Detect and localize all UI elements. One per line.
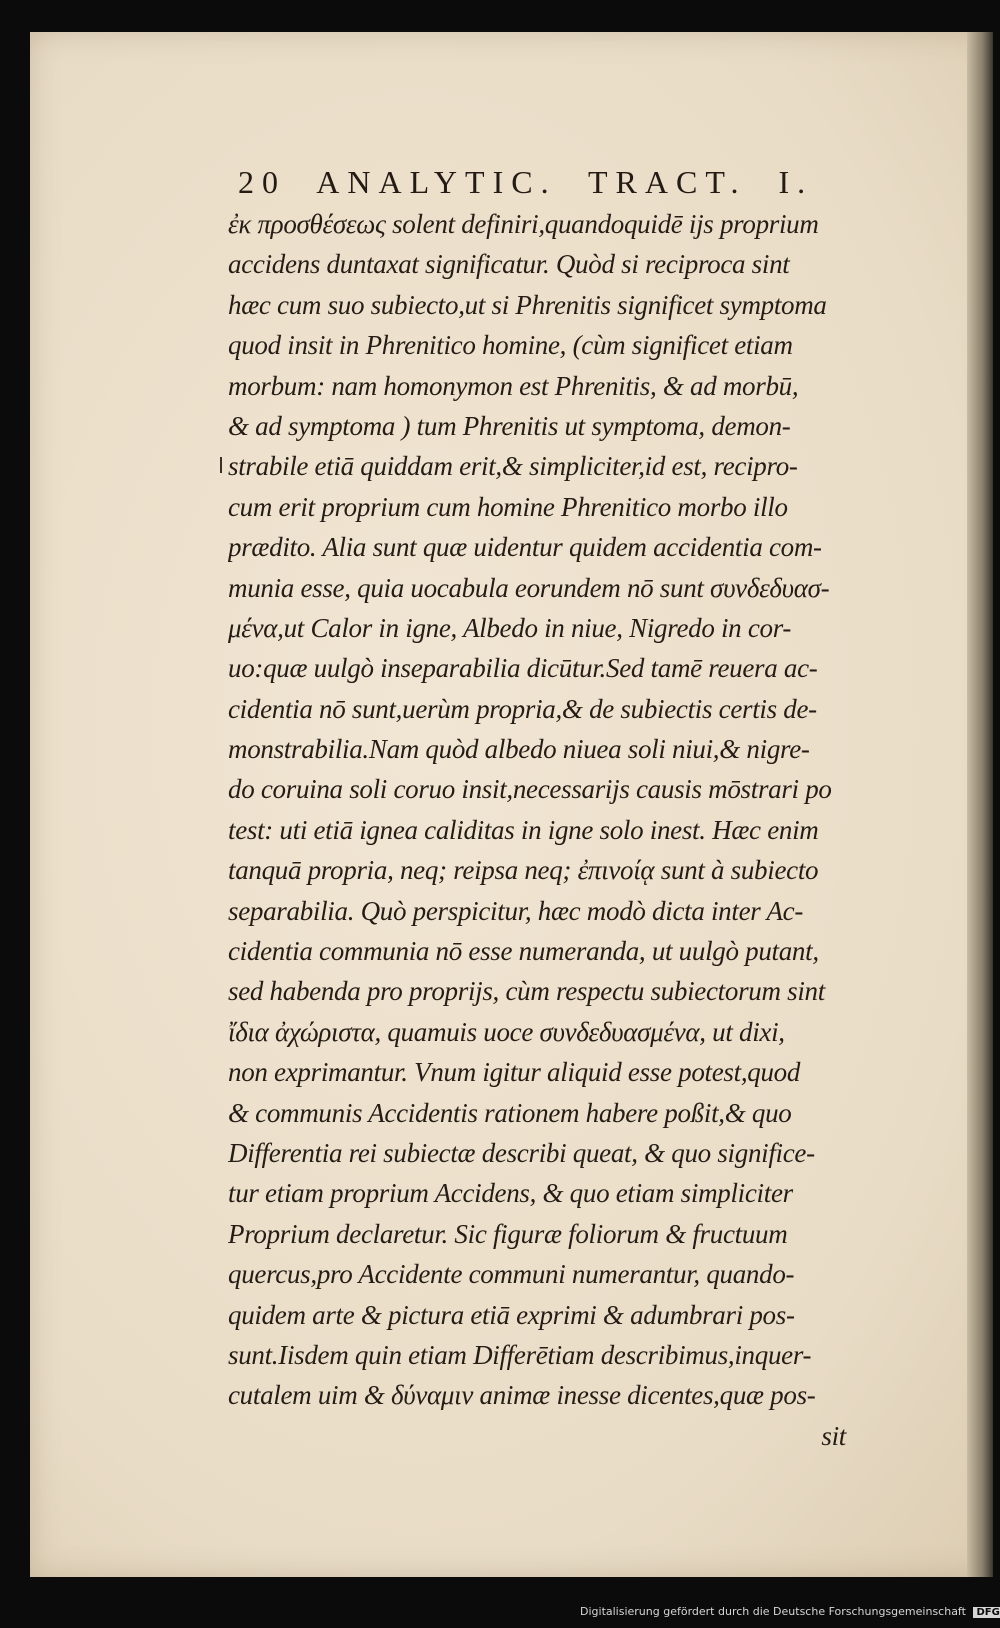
text-line: tur etiam proprium Accidens, & quo etiam simpliciter [228, 1178, 793, 1209]
text-line: do coruina soli coruo insit,necessarijs causis mōstrari po [228, 774, 832, 805]
dfg-logo: DFG [973, 1607, 1000, 1618]
text-line: cidentia communia nō esse numeranda, ut uulgò putant, [228, 936, 819, 967]
credit-text: Digitalisierung gefördert durch die Deutsche Forschungsgemeinschaft [580, 1605, 966, 1618]
text-line: test: uti etiā ignea caliditas in igne solo inest. Hæc enim [228, 814, 819, 845]
digitization-credit [580, 1605, 1000, 1618]
text-line: sed habenda pro proprijs, cùm respectu subiectorum sint [228, 976, 825, 1007]
text-line: monstrabilia.Nam quòd albedo niuea soli niui,& nigre- [228, 734, 810, 765]
text-line: sunt.Iisdem quin etiam Differētiam describimus,inquer- [228, 1339, 812, 1370]
text-line: munia esse, quia uocabula eorundem nō sunt συνδεδυασ- [228, 572, 830, 603]
page-gutter [967, 32, 993, 1577]
text-line: Proprium declaretur. Sic figuræ foliorum & fructuum [228, 1218, 788, 1249]
text-line: & ad symptoma ) tum Phrenitis ut symptoma, demon- [228, 410, 791, 441]
text-line: μένα,ut Calor in igne, Albedo in niue, Nigredo in cor- [228, 612, 792, 643]
text-line: separabilia. Quò perspicitur, hæc modò dicta inter Ac- [228, 895, 804, 926]
book-page [30, 32, 993, 1577]
running-header: 20 ANALYTIC. TRACT. I. [238, 164, 814, 200]
text-line: tanquā propria, neq; reipsa neq; ἐπινοίᾳ sunt à subiecto [228, 855, 819, 886]
text-line: prædito. Alia sunt quæ uidentur quidem accidentia com- [228, 532, 822, 563]
text-line: Differentia rei subiectæ describi queat, & quo significe- [228, 1137, 815, 1168]
text-line: hæc cum suo subiecto,ut si Phrenitis significet symptoma [228, 289, 827, 320]
text-line: quod insit in Phrenitico homine, (cùm significet etiam [228, 330, 793, 361]
text-line: quercus,pro Accidente communi numerantur, quando- [228, 1259, 795, 1290]
body-text [228, 204, 928, 1456]
text-line: cutalem uim & δύναμιν animæ inesse dicentes,quæ pos- [228, 1380, 816, 1411]
margin-mark [220, 457, 222, 473]
text-line: uo:quæ uulgò inseparabilia dicūtur.Sed tamē reuera ac- [228, 653, 818, 684]
text-line: morbum: nam homonymon est Phrenitis, & ad morbū, [228, 370, 799, 401]
text-line: sit [821, 1420, 846, 1451]
text-line: ἐκ προσθέσεως solent definiri,quandoquidē ijs proprium [228, 209, 819, 239]
text-line: strabile etiā quiddam erit,& simpliciter,id est, recipro- [228, 451, 798, 482]
text-line: quidem arte & pictura etiā exprimi & adumbrari pos- [228, 1299, 795, 1330]
text-line: non exprimantur. Vnum igitur aliquid esse potest,quod [228, 1057, 801, 1088]
text-line: & communis Accidentis rationem habere poßit,& quo [228, 1097, 792, 1128]
text-line: ἴδια ἀχώριστα, quamuis uoce συνδεδυασμένα, ut dixi, [228, 1016, 785, 1047]
text-line: accidens duntaxat significatur. Quòd si reciproca sint [228, 249, 790, 280]
text-line: cidentia nō sunt,uerùm propria,& de subiectis certis de- [228, 693, 817, 724]
text-line: cum erit proprium cum homine Phrenitico morbo illo [228, 491, 788, 522]
